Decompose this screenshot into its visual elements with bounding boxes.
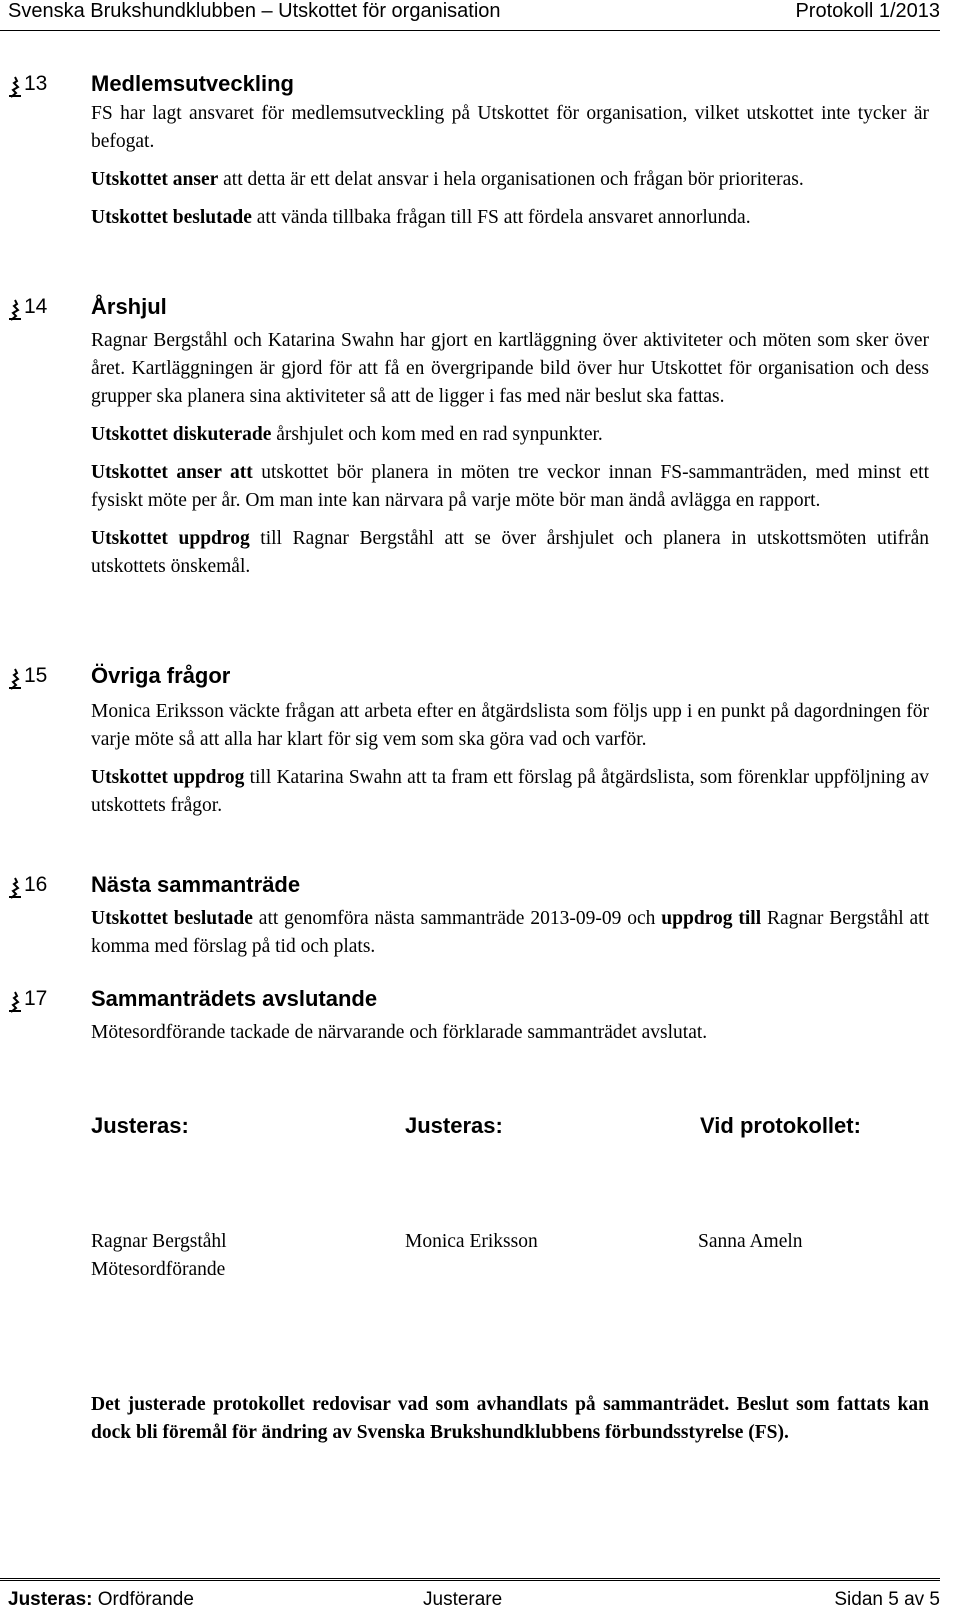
- signatory-role: Mötesordförande: [91, 1259, 226, 1280]
- section-14: [0, 293, 940, 581]
- page-header: [0, 0, 940, 31]
- signature-block: [91, 1228, 227, 1284]
- footer-page-number: Sidan 5 av 5: [834, 1589, 940, 1610]
- section-title: Årshjul: [91, 294, 167, 319]
- section-16: [0, 871, 940, 961]
- closing-note: Det justerade protokollet redovisar vad som avhandlats på sammanträdet. Beslut som fattats kan dock bli föremål för ändring av Svenska Brukshundklubbens förbundsstyrelse (FS).: [91, 1394, 929, 1443]
- section-number: 15: [24, 664, 48, 687]
- section-number: 14: [24, 295, 48, 318]
- header-protocol-number: Protokoll 1/2013: [795, 0, 940, 22]
- section-bullet-icon: [8, 668, 22, 690]
- paragraph: Utskottet beslutade att vända tillbaka frågan till FS att fördela ansvaret annorlunda.: [91, 207, 751, 228]
- paragraph: Utskottet uppdrog till Katarina Swahn att ta fram ett förslag på åtgärdslista, som förenklar uppföljning av utskottets frågor.: [91, 767, 929, 816]
- paragraph: Utskottet anser att utskottet bör planera in möten tre veckor innan FS-sammanträden, med minst ett fysiskt möte per år. Om man inte kan närvara på varje möte bör man ändå avlägga en rapport.: [91, 462, 929, 511]
- page-footer: [0, 1578, 940, 1616]
- section-13: [0, 70, 940, 232]
- paragraph: Utskottet anser att detta är ett delat ansvar i hela organisationen och frågan bör prioriteras.: [91, 169, 804, 190]
- paragraph: Utskottet beslutade att genomföra nästa sammanträde 2013-09-09 och uppdrog till Ragnar Bergståhl att komma med förslag på tid och plats.: [91, 908, 929, 957]
- section-number: 16: [24, 873, 48, 896]
- paragraph: Utskottet diskuterade årshjulet och kom med en rad synpunkter.: [91, 424, 603, 445]
- paragraph: Mötesordförande tackade de närvarande och förklarade sammanträdet avslutat.: [91, 1022, 708, 1043]
- section-bullet-icon: [8, 991, 22, 1013]
- paragraph: FS har lagt ansvaret för medlemsutveckling på Utskottet för organisation, vilket utskottet inte tycker är befogat.: [91, 103, 929, 152]
- paragraph: Utskottet uppdrog till Ragnar Bergståhl att se över årshjulet och planera in utskottsmöten utifrån utskottets önskemål.: [91, 528, 929, 577]
- section-bullet-icon: [8, 76, 22, 98]
- signature-heading: Justeras:: [405, 1113, 503, 1138]
- section-title: Övriga frågor: [91, 663, 231, 688]
- footer-center: Justerare: [423, 1589, 503, 1610]
- section-title: Nästa sammanträde: [91, 872, 301, 897]
- section-15: [0, 662, 940, 820]
- section-title: Medlemsutveckling: [91, 71, 294, 96]
- paragraph: Ragnar Bergståhl och Katarina Swahn har gjort en kartläggning över aktiviteter och möten som sker över året. Kartläggningen är gjord för att få en övergripande bild över hur Utskottet för organisation och dess grupper ska planera sina aktiviteter så att de ligger i fas med när beslut ska fattas.: [91, 330, 929, 407]
- section-17: [0, 985, 940, 1047]
- signatory-name: Sanna Ameln: [698, 1231, 803, 1252]
- section-bullet-icon: [8, 299, 22, 321]
- signature-heading: Vid protokollet:: [700, 1113, 861, 1138]
- section-title: Sammanträdets avslutande: [91, 986, 378, 1011]
- section-number: 13: [24, 72, 48, 95]
- section-number: 17: [24, 987, 48, 1010]
- signatory-name: Monica Eriksson: [405, 1231, 538, 1252]
- footer-left: Justeras: Ordförande: [8, 1589, 194, 1610]
- section-bullet-icon: [8, 877, 22, 899]
- signatory-name: Ragnar Bergståhl: [91, 1231, 227, 1252]
- paragraph: Monica Eriksson väckte frågan att arbeta efter en åtgärdslista som följs upp i en punkt på dagordningen för varje möte så att alla har klart för sig vem som ska göra vad och varför.: [91, 701, 929, 750]
- header-title: Svenska Brukshundklubben – Utskottet för organisation: [8, 0, 501, 22]
- signature-heading: Justeras:: [91, 1113, 189, 1138]
